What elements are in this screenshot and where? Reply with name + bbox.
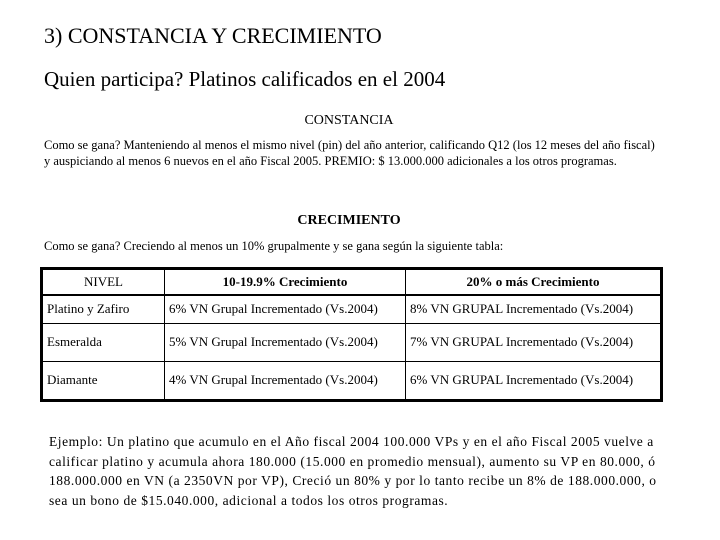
example-paragraph: Ejemplo: Un platino que acumulo en el Año fiscal 2004 100.000 VPs y en el año Fiscal 2005 vuelve a calificar platino y acumula ahora 180.000 (15.000 en promedio mensual), aumento su VP en 80.000, ó 188.000.000 en VN (a 2350VN por VP), Creció un 80% y por lo tanto recibe un 8% de 188.000.000, o sea un bono de $15.040.000, adicional a todos los otros programas. — [49, 434, 657, 508]
crecimiento-description: Como se gana? Creciendo al menos un 10% grupalmente y se gana según la siguiente tabla: — [44, 239, 504, 253]
level-cell: Platino y Zafiro — [42, 295, 165, 323]
participation-question: Quien participa? Platinos calificados en el 2004 — [44, 67, 446, 91]
growth-bonus-table — [40, 267, 663, 402]
table-header-row — [42, 269, 662, 296]
crecimiento-heading: CRECIMIENTO — [297, 213, 401, 228]
column-header-10-19-growth: 10-19.9% Crecimiento — [165, 269, 406, 296]
bonus-20-plus-cell: 8% VN GRUPAL Incrementado (Vs.2004) — [406, 295, 662, 323]
page-title: 3) CONSTANCIA Y CRECIMIENTO — [44, 23, 382, 48]
bonus-20-plus-cell: 6% VN GRUPAL Incrementado (Vs.2004) — [406, 361, 662, 400]
level-cell: Esmeralda — [42, 323, 165, 361]
level-cell: Diamante — [42, 361, 165, 400]
constancia-description: Como se gana? Manteniendo al menos el mismo nivel (pin) del año anterior, calificando Q12 (los 12 meses del año fiscal) y auspiciando al menos 6 nuevos en el año Fiscal 2005. PREMIO: $ 13.000.000 adicionales a los otros programas. — [44, 138, 655, 168]
table-row — [42, 323, 662, 361]
bonus-20-plus-cell: 7% VN GRUPAL Incrementado (Vs.2004) — [406, 323, 662, 361]
bonus-10-19-cell: 5% VN Grupal Incrementado (Vs.2004) — [165, 323, 406, 361]
column-header-20-plus-growth: 20% o más Crecimiento — [406, 269, 662, 296]
table-row — [42, 361, 662, 400]
bonus-10-19-cell: 6% VN Grupal Incrementado (Vs.2004) — [165, 295, 406, 323]
column-header-nivel: NIVEL — [42, 269, 165, 296]
bonus-10-19-cell: 4% VN Grupal Incrementado (Vs.2004) — [165, 361, 406, 400]
table-row — [42, 295, 662, 323]
constancia-heading: CONSTANCIA — [304, 113, 394, 128]
